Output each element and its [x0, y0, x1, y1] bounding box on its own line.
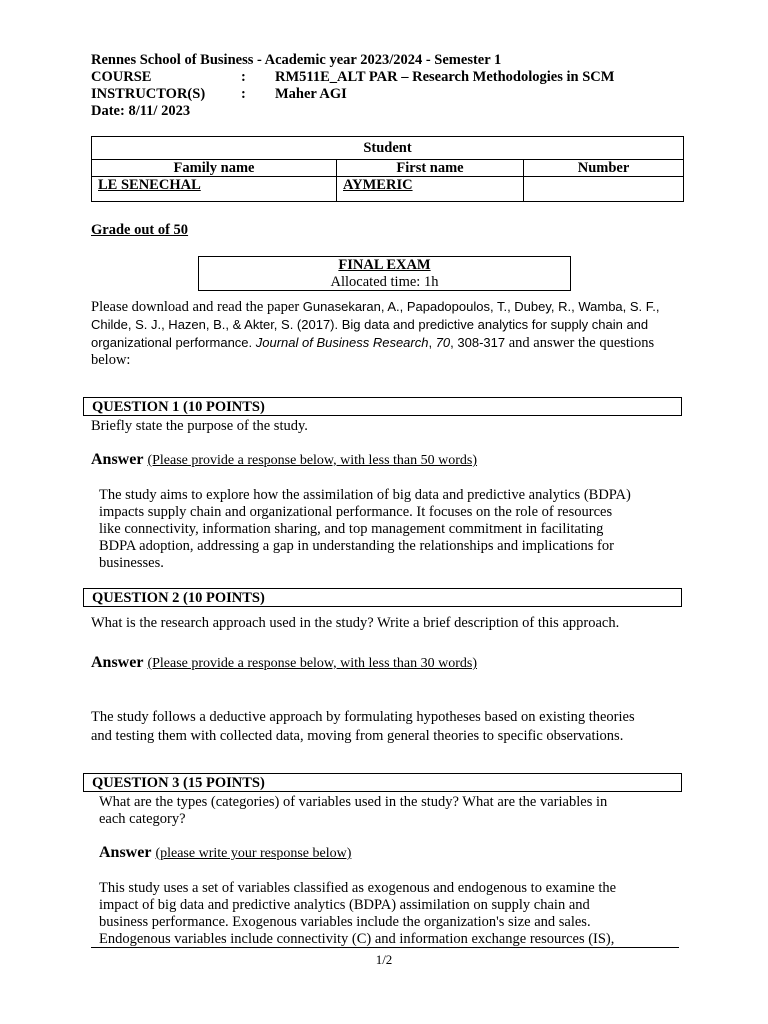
instructor-label: INSTRUCTOR(S): [91, 86, 206, 102]
col-number: Number: [524, 160, 684, 177]
course-colon: :: [241, 69, 246, 85]
family-name-value: LE SENECHAL: [92, 177, 337, 202]
page-number: 1/2: [375, 952, 393, 967]
question-3-header: QUESTION 3 (15 POINTS): [83, 773, 682, 792]
answer-line: This study uses a set of variables classified as exogenous and endogenous to examine the: [99, 880, 617, 896]
question-1-prompt: Briefly state the purpose of the study.: [91, 418, 308, 434]
footer-rule: [91, 947, 679, 948]
question-3-answer-heading: [99, 844, 351, 862]
question-3-prompt: [99, 794, 689, 828]
question-2-answer-label: Answer: [91, 654, 144, 671]
first-name-value: AYMERIC: [337, 177, 524, 202]
journal-name: Journal of Business Research: [255, 335, 429, 350]
question-1-answer-note: (Please provide a response below, with less than 50 words): [147, 453, 478, 468]
journal-volume: 70: [435, 335, 451, 350]
question-2-answer-note: (Please provide a response below, with less than 30 words): [147, 656, 478, 671]
answer-line: BDPA adoption, addressing a gap in understanding the relationships and implications for: [99, 538, 614, 554]
answer-line: businesses.: [99, 555, 164, 571]
intro-paragraph: [91, 298, 691, 369]
question-2-header: QUESTION 2 (10 POINTS): [83, 588, 682, 607]
question-1-header: QUESTION 1 (10 POINTS): [83, 397, 682, 416]
col-family-name: Family name: [92, 160, 337, 177]
journal-pages: , 308-317: [450, 335, 506, 350]
student-table: [91, 136, 684, 202]
intro-tail-2: below:: [91, 352, 131, 368]
question-3-answer-label: Answer: [99, 844, 152, 861]
intro-tail: and answer the questions: [505, 335, 655, 351]
course-value: RM511E_ALT PAR – Research Methodologies in SCM: [275, 69, 615, 85]
question-1-answer-heading: [91, 451, 477, 469]
question-3-answer-text: [99, 880, 689, 948]
journal-sep: ,: [428, 335, 436, 350]
intro-ref-line3: organizational performance.: [91, 335, 256, 350]
instructor-colon: :: [241, 86, 246, 102]
intro-ref-line1: Gunasekaran, A., Papadopoulos, T., Dubey, R., Wamba, S. F.,: [302, 299, 660, 314]
course-label: COURSE: [91, 69, 152, 85]
student-table-title: Student: [92, 137, 684, 160]
final-exam-box: [198, 256, 571, 291]
answer-line: and testing them with collected data, moving from general theories to specific observations.: [91, 728, 624, 744]
grade-label: Grade out of 50: [91, 222, 189, 238]
question-1-answer-label: Answer: [91, 451, 144, 468]
final-exam-title: FINAL EXAM: [338, 257, 431, 273]
question-2-answer-heading: [91, 654, 477, 672]
answer-line: like connectivity, information sharing, and top management commitment in facilitating: [99, 521, 604, 537]
exam-date: Date: 8/11/ 2023: [91, 103, 191, 119]
allocated-time: Allocated time: 1h: [330, 274, 439, 290]
question-2-answer-text: [91, 708, 691, 746]
question-1-answer-text: [99, 487, 689, 572]
answer-line: The study aims to explore how the assimilation of big data and predictive analytics (BDPA): [99, 487, 631, 503]
school-line: Rennes School of Business - Academic year 2023/2024 - Semester 1: [91, 52, 502, 68]
question-3-answer-note: (please write your response below): [155, 846, 352, 861]
intro-lead: Please download and read the paper: [91, 299, 303, 315]
answer-line: The study follows a deductive approach by formulating hypotheses based on existing theories: [91, 709, 635, 725]
prompt-line: What are the types (categories) of variables used in the study? What are the variables in: [99, 794, 608, 810]
answer-line: impact of big data and predictive analytics (BDPA) assimilation on supply chain and: [99, 897, 590, 913]
answer-line: Endogenous variables include connectivity (C) and information exchange resources (IS),: [99, 931, 615, 947]
number-value: [524, 177, 684, 202]
col-first-name: First name: [337, 160, 524, 177]
prompt-line: each category?: [99, 811, 186, 827]
question-2-prompt: What is the research approach used in the study? Write a brief description of this approach.: [91, 615, 620, 631]
answer-line: impacts supply chain and organizational performance. It focuses on the role of resources: [99, 504, 613, 520]
intro-ref-line2: Childe, S. J., Hazen, B., & Akter, S. (2017). Big data and predictive analytics for supply chain and: [91, 317, 649, 332]
instructor-value: Maher AGI: [275, 86, 347, 102]
answer-line: business performance. Exogenous variables include the organization's size and sales.: [99, 914, 591, 930]
